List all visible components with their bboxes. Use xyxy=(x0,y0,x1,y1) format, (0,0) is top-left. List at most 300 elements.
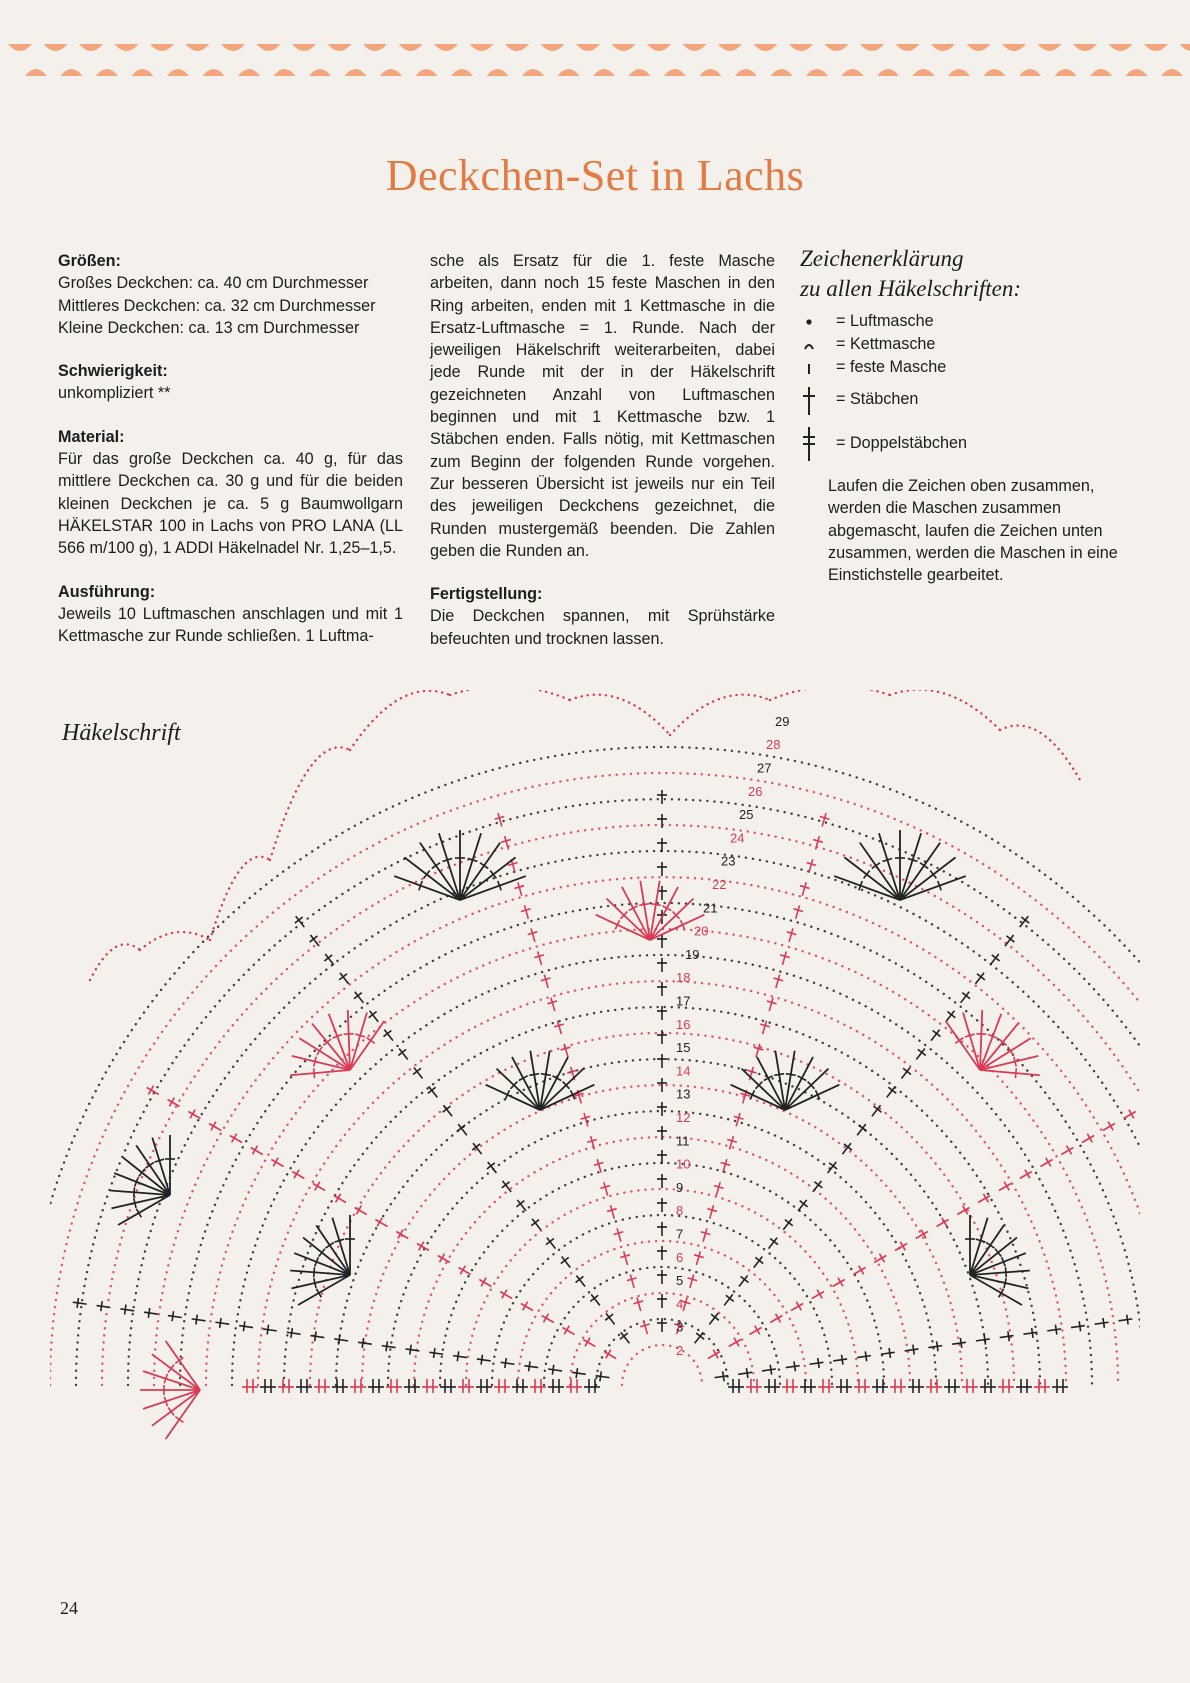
stitch-stem xyxy=(551,998,555,1011)
stitch-stem xyxy=(610,1205,614,1218)
stitch-bar xyxy=(620,1333,628,1339)
stitch-mark xyxy=(405,1344,420,1356)
stitch-mark xyxy=(571,1367,586,1379)
stitch-mark xyxy=(957,989,973,1006)
stitch-mark xyxy=(657,1222,667,1236)
stitch-bar xyxy=(457,1351,458,1361)
fan-stem xyxy=(152,1138,170,1195)
stitch-bar xyxy=(172,1311,173,1321)
border-scallop-bottom xyxy=(96,69,118,76)
border-scallop-bottom xyxy=(664,69,686,76)
stitch-bar xyxy=(859,1125,867,1131)
page-number: 24 xyxy=(60,1598,78,1618)
fertigstellung-heading: Fertigstellung: xyxy=(430,585,543,604)
stitch-bar xyxy=(291,1328,292,1338)
stitch-mark xyxy=(726,1335,743,1351)
round-label: 26 xyxy=(748,783,763,799)
border-scallop-bottom xyxy=(735,69,757,76)
stitch-bar xyxy=(356,1206,361,1215)
fan-bar xyxy=(314,1267,315,1277)
stitch-mark xyxy=(617,1329,633,1346)
stitch-stem xyxy=(802,882,806,895)
stitch-mark xyxy=(657,958,667,972)
border-scallop-top xyxy=(1073,44,1097,51)
stitch-bar xyxy=(726,1295,734,1301)
stitch-bar xyxy=(294,1170,299,1179)
round-label: 10 xyxy=(676,1156,691,1172)
border-scallop-top xyxy=(1144,44,1168,51)
stitch-mark xyxy=(1016,913,1032,930)
stitch-mark xyxy=(207,1119,224,1135)
stitch-bar xyxy=(543,1314,548,1323)
stitch-mark xyxy=(657,1126,667,1140)
stitch-mark xyxy=(292,913,308,930)
border-scallop-top xyxy=(896,44,920,51)
stitch-bar xyxy=(818,1358,819,1368)
stitch-mark xyxy=(595,1371,610,1383)
stitch-stem xyxy=(796,905,800,918)
groessen-heading: Größen: xyxy=(58,252,121,270)
fan-stem xyxy=(420,843,460,900)
stitch-stem xyxy=(624,1251,628,1264)
stitch-mark xyxy=(351,989,367,1006)
stitch-bar xyxy=(362,1338,363,1348)
legend-label: = feste Masche xyxy=(836,358,947,376)
stitch-stem xyxy=(1119,1319,1133,1321)
stitch-mark xyxy=(533,950,546,966)
stitch-mark xyxy=(996,1179,1013,1195)
stitch-bar xyxy=(723,1371,724,1381)
stitch-mark xyxy=(811,835,824,851)
stitch-mark xyxy=(657,1246,667,1260)
stitch-mark xyxy=(476,1354,491,1366)
border-scallop-top xyxy=(1002,44,1026,51)
stitch-stem xyxy=(833,1359,847,1361)
stitch-mark xyxy=(167,1311,182,1323)
stitch-stem xyxy=(564,1044,568,1057)
border-scallop-bottom xyxy=(61,69,83,76)
stitch-mark xyxy=(711,1181,724,1197)
stitch-bar xyxy=(561,1257,569,1263)
stitch-mark xyxy=(747,1323,764,1339)
border-scallop-bottom xyxy=(700,69,722,76)
border-scallop-top xyxy=(576,44,600,51)
stitch-bar xyxy=(505,1358,506,1368)
stitch-bar xyxy=(1007,936,1015,942)
stitch-bar xyxy=(755,1257,763,1263)
fan-stem xyxy=(900,876,966,900)
fan-stem xyxy=(166,1390,200,1439)
stitch-mark xyxy=(761,1364,776,1376)
stitch-mark xyxy=(779,1216,795,1233)
stitch-bar xyxy=(211,1122,216,1131)
fan-stem xyxy=(152,1354,200,1390)
fan-bar xyxy=(326,1242,334,1248)
legend-title xyxy=(800,244,1120,304)
border-scallop-bottom xyxy=(309,69,331,76)
stitch-mark xyxy=(880,1347,895,1359)
fan-stem xyxy=(980,1014,1001,1070)
stitch-stem xyxy=(597,1159,601,1172)
stitch-mark xyxy=(657,1054,667,1068)
stitch-mark xyxy=(789,1299,806,1315)
stitch-bar xyxy=(913,1345,914,1355)
stitch-stem xyxy=(215,1322,229,1324)
stitch-mark xyxy=(394,1227,411,1243)
stitch-bar xyxy=(576,1368,577,1378)
fertigstellung-text: Die Deckchen spannen, mit Sprühstärke befeuchten und trocknen lassen. xyxy=(430,607,775,648)
stitch-bar xyxy=(243,1321,244,1331)
border-scallop-top xyxy=(1038,44,1062,51)
fan-bar xyxy=(314,1278,316,1288)
stitch-stem xyxy=(596,1376,610,1378)
stitch-bar xyxy=(1055,1325,1056,1335)
round-label: 9 xyxy=(676,1179,684,1195)
border-scallop-bottom xyxy=(948,69,970,76)
fan-stem xyxy=(900,857,956,900)
stitch-bar xyxy=(1087,1134,1092,1143)
stitch-bar xyxy=(711,1314,719,1320)
ausfuehrung-heading: Ausführung: xyxy=(58,582,156,601)
border-scallop-top xyxy=(115,44,139,51)
legend-label: = Luftmasche xyxy=(836,312,934,330)
stitch-mark xyxy=(352,1203,369,1219)
stitch-mark xyxy=(809,1287,826,1303)
stitch-bar xyxy=(796,1302,801,1311)
fan-stem xyxy=(980,1070,1040,1075)
stitch-bar xyxy=(785,1220,793,1226)
stitch-bar xyxy=(125,1305,126,1315)
border-scallop-top xyxy=(754,44,778,51)
border-scallop-top xyxy=(718,44,742,51)
material-text: Für das große Deckchen ca. 40 g, für das mittlere Deckchen ca. 30 g und für die beiden kleinen Deckchen je ca. 5 g Baumwollgarn HÄKELSTAR 100 in Lachs von PRO LANA (LL 566 m/100 g), 1 ADDI Häkelnadel Nr. 1,25–1,5. xyxy=(58,450,403,558)
stitch-bar xyxy=(900,1242,905,1251)
stitch-mark xyxy=(96,1301,111,1313)
fan-bar xyxy=(175,1358,183,1364)
stitch-bar xyxy=(546,1239,554,1245)
stitch-bar xyxy=(377,1218,382,1227)
stitch-bar xyxy=(734,1338,739,1347)
picot-edge xyxy=(270,747,350,860)
border-scallop-bottom xyxy=(1019,69,1041,76)
stitch-bar xyxy=(889,1348,890,1358)
stitch-bar xyxy=(232,1134,237,1143)
stitch-mark xyxy=(602,1310,618,1327)
stitch-bar xyxy=(523,1302,528,1311)
stitch-bar xyxy=(460,1266,465,1275)
stitch-bar xyxy=(960,1338,961,1348)
stitch-stem xyxy=(334,1339,348,1341)
stitch-mark xyxy=(543,1235,559,1252)
stitch-bar xyxy=(220,1318,221,1328)
stitch-mark xyxy=(539,1311,556,1327)
stitch-mark xyxy=(830,1275,847,1291)
stitch-stem xyxy=(358,1342,372,1344)
border-scallop-bottom xyxy=(1126,69,1148,76)
border-scallop-bottom xyxy=(522,69,544,76)
stitch-mark xyxy=(612,1227,625,1243)
border-scallop-top xyxy=(221,44,245,51)
stitch-mark xyxy=(1080,1131,1097,1147)
stitch-mark xyxy=(526,927,539,943)
stitch-mark xyxy=(657,814,667,828)
border-scallop-bottom xyxy=(593,69,615,76)
stitch-stem xyxy=(703,1228,707,1241)
chain-ring xyxy=(76,799,1140,1385)
stitch-stem xyxy=(192,1319,206,1321)
fan-stem xyxy=(731,1085,785,1110)
stitch-bar xyxy=(190,1110,195,1119)
stitch-mark xyxy=(357,1337,372,1349)
stitch-bar xyxy=(1025,1170,1030,1179)
stitch-bar xyxy=(746,1368,747,1378)
stitch-mark xyxy=(599,1181,612,1197)
stitch-stem xyxy=(905,1349,919,1351)
stitch-mark xyxy=(657,1198,667,1212)
round-label: 12 xyxy=(676,1110,691,1125)
stitch-bar xyxy=(502,1290,507,1299)
round-label: 23 xyxy=(721,853,736,869)
groessen-line: Kleine Deckchen: ca. 13 cm Durchmesser xyxy=(58,318,360,337)
stitch-bar xyxy=(741,1276,749,1282)
picot-edge xyxy=(890,690,1000,730)
border-scallop-top xyxy=(8,44,32,51)
schwierigkeit-heading: Schwierigkeit: xyxy=(58,362,168,381)
stitch-bar xyxy=(148,1308,149,1318)
fan-stem xyxy=(329,1014,350,1070)
legend-item-doppelstaebchen xyxy=(800,423,1120,463)
stitch-stem xyxy=(769,998,773,1011)
stitch-mark xyxy=(785,1361,800,1373)
stitch-stem xyxy=(696,1251,700,1264)
fan-stem xyxy=(143,1371,200,1390)
stitch-mark xyxy=(856,1351,871,1363)
stitch-stem xyxy=(538,951,542,964)
stitch-bar xyxy=(1103,1318,1104,1328)
stitch-mark xyxy=(1001,932,1017,949)
stitch-mark xyxy=(794,1197,810,1214)
stitch-mark xyxy=(632,1296,645,1312)
stitch-mark xyxy=(165,1095,182,1111)
stitch-stem xyxy=(120,1309,134,1311)
stitch-bar xyxy=(776,1314,781,1323)
stitch-mark xyxy=(778,950,791,966)
stitch-mark xyxy=(513,1197,529,1214)
stitch-bar xyxy=(933,1030,941,1036)
stitch-bar xyxy=(1046,1158,1051,1167)
chain-ring xyxy=(102,825,1140,1385)
stitch-mark xyxy=(625,1273,638,1289)
stitch-stem xyxy=(1023,1332,1037,1334)
stitch-stem xyxy=(952,1342,966,1344)
stitch-stem xyxy=(857,1356,871,1358)
picot-edge xyxy=(450,690,570,700)
stitch-mark xyxy=(657,1150,667,1164)
stitch-mark xyxy=(809,1178,825,1195)
stitch-mark xyxy=(714,1371,729,1383)
stitch-stem xyxy=(287,1332,301,1334)
border-scallop-top xyxy=(79,44,103,51)
stitch-bar xyxy=(947,1012,955,1018)
stitch-stem xyxy=(928,1346,942,1348)
stitch-mark xyxy=(692,1250,705,1266)
stitch-bar xyxy=(977,974,985,980)
stitch-mark xyxy=(824,1159,840,1176)
stitch-bar xyxy=(800,1201,808,1207)
round-label: 15 xyxy=(676,1040,691,1056)
stitch-mark xyxy=(851,1263,868,1279)
stitch-mark xyxy=(951,1337,966,1349)
round-label: 17 xyxy=(676,993,691,1009)
fan-stem xyxy=(970,1275,1022,1305)
border-scallop-top xyxy=(399,44,423,51)
stitch-stem xyxy=(518,882,522,895)
stitch-mark xyxy=(913,1227,930,1243)
stitch-mark xyxy=(1059,1143,1076,1159)
fan-bar xyxy=(639,904,649,906)
round-label: 19 xyxy=(685,946,700,962)
border-scallop-top xyxy=(789,44,813,51)
stitch-mark xyxy=(942,1008,958,1025)
stitch-mark xyxy=(934,1215,951,1231)
stitch-bar xyxy=(770,1239,778,1245)
stitch-mark xyxy=(493,812,506,828)
stitch-mark xyxy=(227,1131,244,1147)
cross-icon xyxy=(800,379,828,419)
stitch-bar xyxy=(605,1314,613,1320)
stitch-bar xyxy=(531,1220,539,1226)
stitch-bar xyxy=(354,993,362,999)
stitch-stem xyxy=(168,1316,182,1318)
stitch-mark xyxy=(971,970,987,987)
stitch-mark xyxy=(290,1167,307,1183)
stitch-bar xyxy=(865,1351,866,1361)
stitch-stem xyxy=(776,975,780,988)
stitch-stem xyxy=(498,813,502,826)
stitch-mark xyxy=(1094,1317,1109,1329)
stitch-mark xyxy=(1017,1167,1034,1183)
fan-stem xyxy=(970,1275,1028,1288)
border-scallop-bottom xyxy=(1090,69,1112,76)
round-label: 5 xyxy=(676,1273,684,1289)
fan-stem xyxy=(152,1390,200,1426)
stitch-mark xyxy=(768,1311,785,1327)
stitch-stem xyxy=(263,1329,277,1331)
stitch-mark xyxy=(380,1027,396,1044)
stitch-bar xyxy=(529,1361,530,1371)
legend-box xyxy=(800,246,1120,586)
stitch-mark xyxy=(976,1191,993,1207)
stitch-stem xyxy=(710,1205,714,1218)
fan-bar xyxy=(432,863,440,869)
stitch-stem xyxy=(548,1369,562,1371)
stitch-bar xyxy=(502,1182,510,1188)
border-scallop-top xyxy=(505,44,529,51)
stitch-mark xyxy=(986,951,1002,968)
round-label: 3 xyxy=(676,1319,684,1335)
stitch-mark xyxy=(809,1357,824,1369)
schwierigkeit-text: unkompliziert ** xyxy=(58,384,171,403)
border-scallop-bottom xyxy=(203,69,225,76)
fan-stem xyxy=(970,1218,988,1275)
stitch-mark xyxy=(484,1159,500,1176)
fan-stem xyxy=(112,1195,170,1208)
stitch-mark xyxy=(310,1331,325,1343)
fan-stem xyxy=(460,857,516,900)
stitch-bar xyxy=(1004,1182,1009,1191)
legend-item-staebchen xyxy=(800,379,1120,419)
stitch-stem xyxy=(604,1182,608,1195)
stitch-mark xyxy=(927,1027,943,1044)
stitch-mark xyxy=(838,1140,854,1157)
stitch-mark xyxy=(524,1361,539,1373)
stitch-mark xyxy=(425,1083,441,1100)
stitch-stem xyxy=(714,1376,728,1378)
fan-stem xyxy=(303,1238,350,1275)
stitch-mark xyxy=(191,1314,206,1326)
stitch-stem xyxy=(756,1044,760,1057)
stitch-stem xyxy=(683,1298,687,1311)
stitch-bar xyxy=(386,1341,387,1351)
stitch-bar xyxy=(196,1315,197,1325)
border-scallop-top xyxy=(967,44,991,51)
stitch-bar xyxy=(564,1326,569,1335)
stitch-mark xyxy=(657,1294,667,1308)
stitch-stem xyxy=(762,1369,776,1371)
stitch-bar xyxy=(310,936,318,942)
stitch-stem xyxy=(310,1336,324,1338)
stitch-stem xyxy=(617,1228,621,1241)
border-scallop-bottom xyxy=(558,69,580,76)
groessen-list xyxy=(58,272,403,339)
stitch-mark xyxy=(735,1272,751,1289)
stitch-mark xyxy=(606,1204,619,1220)
round-label: 24 xyxy=(730,830,745,846)
stitch-mark xyxy=(572,1272,588,1289)
stitch-stem xyxy=(630,1274,634,1287)
border-scallop-bottom xyxy=(913,69,935,76)
stitch-stem xyxy=(558,1021,562,1034)
border-scallop-top xyxy=(150,44,174,51)
fan-bar xyxy=(1015,1068,1016,1078)
stitch-stem xyxy=(239,1326,253,1328)
stitch-bar xyxy=(169,1098,174,1107)
stitch-mark xyxy=(410,1064,426,1081)
stitch-stem xyxy=(786,1366,800,1368)
border-scallop-bottom xyxy=(842,69,864,76)
bar-icon xyxy=(800,356,828,378)
stitch-mark xyxy=(414,1239,431,1255)
border-scallop-bottom xyxy=(132,69,154,76)
stitch-mark xyxy=(657,790,667,804)
stitch-bar xyxy=(77,1298,78,1308)
stitch-mark xyxy=(587,1291,603,1308)
fan-bar xyxy=(424,870,430,878)
stitch-mark xyxy=(999,1331,1014,1343)
stitch-bar xyxy=(838,1278,843,1287)
border-scallop-bottom xyxy=(451,69,473,76)
stitch-mark xyxy=(691,1329,707,1346)
stitch-bar xyxy=(962,993,970,999)
stitch-bar xyxy=(324,955,332,961)
stitch-mark xyxy=(321,951,337,968)
stitch-mark xyxy=(518,1299,535,1315)
legend-item-feste-masche xyxy=(800,356,1120,379)
groessen-line: Mittleres Deckchen: ca. 32 cm Durchmesser xyxy=(58,296,376,315)
stitch-bar xyxy=(315,1331,316,1341)
stitch-mark xyxy=(513,881,526,897)
border-scallop-bottom xyxy=(416,69,438,76)
